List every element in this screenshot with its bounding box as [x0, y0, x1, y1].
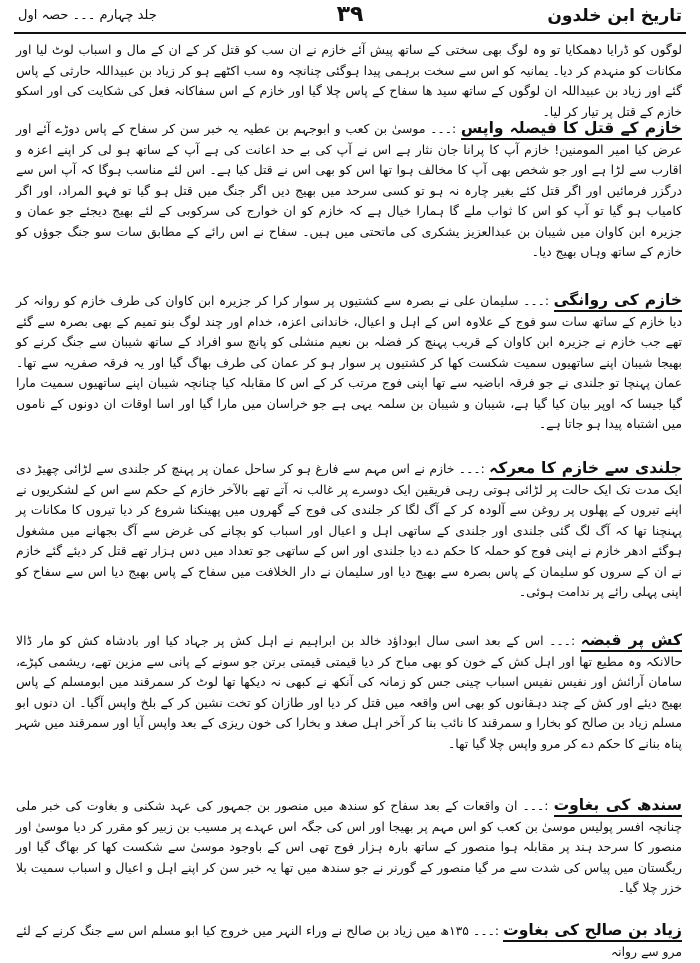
page-header [14, 2, 686, 34]
paragraph-text: :۔۔۔ اس کے بعد اسی سال ابوداؤد خالد بن ابراہیم نے اہل کش پر جہاد کیا اور بادشاہ کش کو مار ڈالا حالانکہ وہ مطیع تھا اور اہل کش کے خون کو بھی مباح کر دیا قیمتی قیمتی برتن جو سونے کے پانی سے مزین تھے، ریشمی کپڑے، سامان آرائش اور نفیس نفیس اسباب چینی جس کو زمانہ کی آنکھ نے کبھی نہ دیکھا تھا لوٹ کر سمرقند میں ابومسلم کے پاس بھیج دیئے اور کش کے چند دہقانوں کو بھی اس واقعہ میں قتل کر دیا اور طازان کو تخت نشین کر کے بلخ واپس آگیا۔ ان دنوں ابو مسلم زیاد بن صالح کو بخارا و سمرقند کا نائب بنا کر آخر اہل صغد و بخارا کی خون ریزی کے بعد واپس آیا اور سمرقند میں شہر پناہ بنانے کا حکم دے کر مرو واپس چلا گیا تھا۔ [16, 633, 682, 751]
page-number: ۳۹ [336, 2, 364, 27]
paragraph-julanda-battle [16, 458, 682, 603]
book-title: تاریخ ابن خلدون [547, 6, 682, 26]
paragraph-kesh-capture [16, 630, 682, 754]
section-heading: سندھ کی بغاوت [554, 796, 682, 817]
paragraph-text: :۔۔۔ خازم نے اس مہم سے فارغ ہو کر ساحل عمان پر پہنچ کر جلندی سے لڑائی چھیڑ دی ایک مدت تک ایک حالت پر لڑائی ہوتی رہی فریقین ایک دوسرے پر غالب نہ آتے تھے بالآخر خازم کے حکم سے اس کے لشکریوں نے اپنے تیروں کے پھلوں پر روغن سے آلودہ کر کے آگ لگا کر جلندی کی فوج کے گھروں میں پھینکنا شروع کر دیا تیروں کا مکانات پر پہنچنا تھا کہ آگ لگ گئی جلندی اور جلندی کے ساتھی اہل و اعیال اور اسباب کو بچانے کی غرض سے آگ بجھانے میں مشغول ہوگئے ادھر خازم نے اپنی فوج کو حملہ کا حکم دے دیا جلندی اور اس کے ساتھی جو تعداد میں دس ہزار تھے قتل کر دیئے گئے خازم نے ان کے سروں کو سلیمان کے پاس بصرہ سے بھیج دیا اور سلیمان نے دار الخلافت میں سفاح کے پاس بھیج دیا اس سے سفاح کو اپنی پہلی رائے پر ندامت ہوئی۔ [16, 461, 682, 599]
section-heading: خازم کے قتل کا فیصلہ واپس [461, 119, 682, 140]
section-heading: کش پر قبضہ [581, 631, 682, 652]
section-heading: خازم کی روانگی [554, 291, 682, 312]
paragraph-intro [16, 40, 682, 122]
paragraph-text: :۔۔۔ ان واقعات کے بعد سفاح کو سندھ میں منصور بن جمہور کی عہد شکنی و بغاوت کی خبر ملی چنانچہ افسر پولیس موسیٰ بن کعب کو اس مہم پر بھیجا اور اس کی جگہ اس عہدے پر مسیب بن زبیر کو مقرر کر دیا موسیٰ اور منصور کا سرحد ہند پر مقابلہ ہوا منصور کے ساتھ بارہ ہزار فوج تھی اس کے باوجود موسیٰ سے شکست کھا کر بھاگ گیا اور ریگستان میں پیاس کی شدت سے مر گیا منصور کے گورنر نے جو سندھ میں تھا یہ خبر سن کر اپنے اہل و اعیال و اسباب سمیت بلا خزر چلا گیا۔ [16, 798, 682, 895]
section-heading: زیاد بن صالح کی بغاوت [503, 921, 682, 942]
paragraph-ziyad-revolt [16, 920, 682, 962]
paragraph-text: :۔۔۔ سلیمان علی نے بصرہ سے کشتیوں پر سوار کرا کر جزیرہ ابن کاوان کی طرف خازم کو روانہ کر دیا خازم کے ساتھ سات سو فوج کے علاوہ اس کے اہل و اعیال، خاندانی اعزہ، خدام اور چند لوگ بنو تمیم کے بھی بصرہ سے گئے تھے جب خازم نے جزیرہ ابن کاوان کے قریب پہنچ کر فضلہ بن نعیم منشلی کو پانچ سو افراد کے ساتھ شیبان سے جنگ کرنے کو بھیجا شیبان اپنے ساتھیوں سمیت شکست کھا کر کشتیوں پر سوار ہو کر عمان کی طرف بھاگ گیا اور یہ فرقہ صفریہ سے تھا۔ عمان پہنچا تو جلندی نے جو فرقہ اباضیہ سے تھا اپنی فوج مرتب کر کے اس کا مقابلہ کیا چنانچہ شیبان اپنے ساتھیوں سمیت مارا گیا جیسا کہ اوپر بیان کیا گیا ہے، شیبان و شیبان بن سلمہ یہی ہے جو خراسان میں مارا گیا اور اسا اوقات ان دونوں کے ناموں میں اشتباہ پیدا ہو جاتا ہے۔ [16, 293, 682, 431]
paragraph-sindh-revolt [16, 795, 682, 899]
paragraph-text: :۔۔۔ ۱۳۵ھ میں زیاد بن صالح نے وراء النہر میں خروج کیا ابو مسلم اس سے جنگ کرنے کے لئے مرو سے روانہ [16, 923, 682, 959]
paragraph-khazim-departure [16, 290, 682, 435]
paragraph-text: :۔۔۔ موسیٰ بن کعب و ابوجہم بن عطیہ یہ خبر سن کر سفاح کے پاس دوڑے آئے اور عرض کیا امیر المومنین! خازم آپ کا پرانا جان نثار ہے اس نے آپ کی بے حد اعانت کی ہے آپ کے ساتھ ہو لی کر اپنے اعزہ و اقارب سے لڑا ہے اور جو شخص بھی آپ کا مخالف ہوا تھا اس کو بھی اس نے قتل کیا ہے۔ اس لئے مناسب ہوگا کہ آپ اس سے درگزر فرمائیں اور اگر قتل کئے بغیر چارہ نہ ہو تو کسی سرحد میں بھیج دیں اگر جنگ میں قتل ہو گیا تو فہو المراد، اور اگر کامیاب ہو گیا تو آپ کو اس کا ثواب ملے گا ہمارا خیال ہے کہ خازم کو ان خوارج کی سرکوبی کے لئے بھیج دیجئے جو عمان و جزیرہ ابن کاوان میں شیبان بن عبدالعزیز یشکری کی ماتحتی میں ہیں۔ سفاح نے اس رائے کے مطابق سات سو جنگ جوؤں کو خازم کے ساتھ وہاں بھیج دیا۔ [16, 121, 682, 259]
paragraph-khazim-execution [16, 118, 682, 263]
volume-label: جلد چہارم ۔۔۔ حصہ اول [18, 8, 157, 23]
section-heading: جلندی سے خازم کا معرکہ [489, 459, 682, 480]
paragraph-text: لوگوں کو ڈرایا دھمکایا تو وہ لوگ بھی سختی کے ساتھ پیش آئے خازم نے ان سب کو قتل کر کے ان کے مال و اسباب لوٹ لیا اور مکانات کو منہدم کر دیا۔ یمانیہ کو اس سے سخت برہمی پیدا ہوگئی چنانچہ وہ سب اکٹھے ہو کر زیاد بن عبیداللہ حارثی کے پاس گئے اور زیاد بن عبیداللہ ان لوگوں کے ساتھ سید ھا سفاح کے پاس چلا گیا اور خازم کے اس سفاکانہ فعل کی شکایت کی اور اسکو خازم کے قتل پر تیار کر لیا۔ [16, 42, 682, 119]
